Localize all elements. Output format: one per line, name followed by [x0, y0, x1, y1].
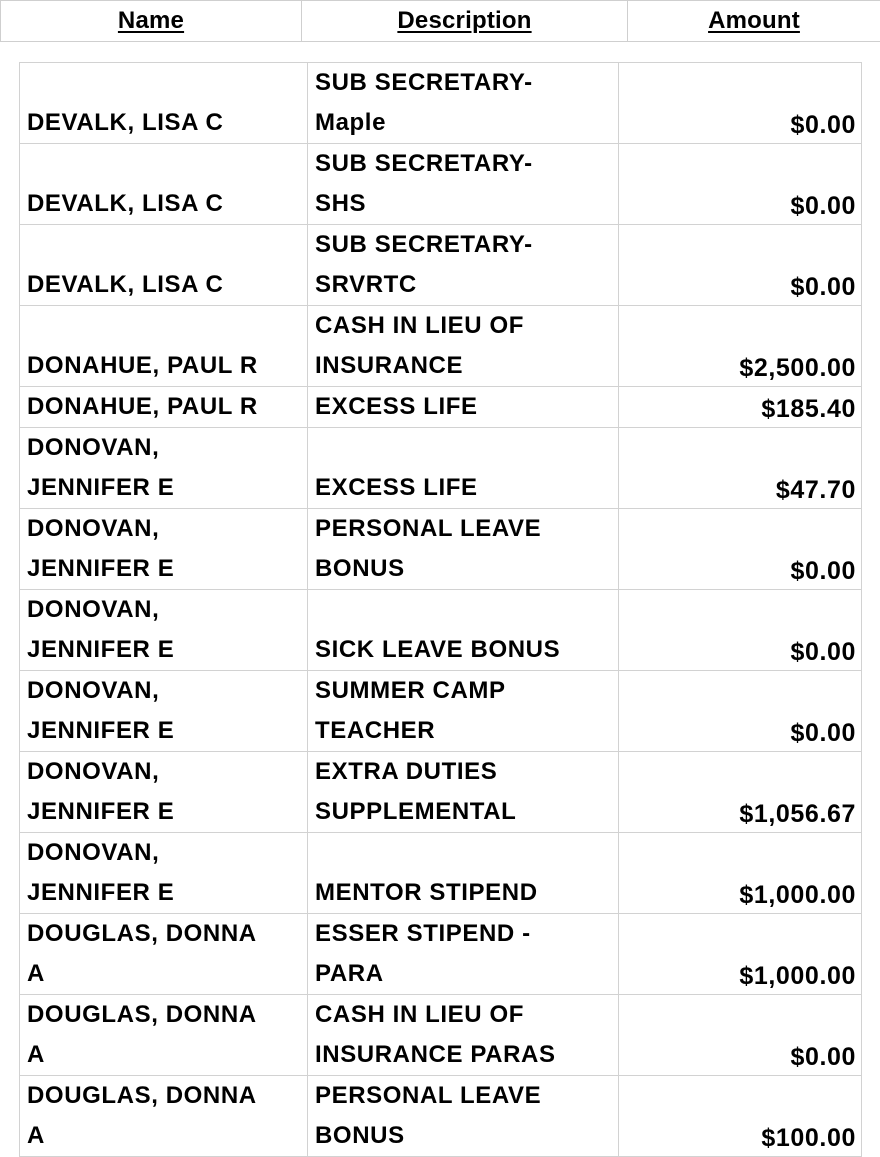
- description-cell: EXTRA DUTIES SUPPLEMENTAL: [308, 752, 619, 833]
- amount-cell: $0.00: [619, 995, 862, 1076]
- description-cell: EXCESS LIFE: [308, 428, 619, 509]
- name-cell: DONOVAN, JENNIFER E: [20, 752, 308, 833]
- amount-cell: $1,000.00: [619, 914, 862, 995]
- amount-cell: $0.00: [619, 671, 862, 752]
- amount-cell: $0.00: [619, 509, 862, 590]
- table-row: [20, 509, 862, 590]
- payments-table: [19, 62, 862, 1157]
- name-cell: DEVALK, LISA C: [20, 225, 308, 306]
- header-amount: Amount: [708, 7, 800, 34]
- name-cell: DONOVAN, JENNIFER E: [20, 833, 308, 914]
- description-cell: CASH IN LIEU OF INSURANCE: [308, 306, 619, 387]
- header-row: [1, 1, 880, 42]
- header-name: Name: [118, 7, 184, 34]
- amount-cell: $1,000.00: [619, 833, 862, 914]
- table-row: [20, 225, 862, 306]
- name-cell: DONOVAN, JENNIFER E: [20, 509, 308, 590]
- description-cell: MENTOR STIPEND: [308, 833, 619, 914]
- description-cell: EXCESS LIFE: [308, 387, 619, 428]
- table-row: [20, 590, 862, 671]
- amount-cell: $0.00: [619, 225, 862, 306]
- name-cell: DONAHUE, PAUL R: [20, 306, 308, 387]
- header-cell-description: [302, 1, 628, 42]
- table-row: [20, 752, 862, 833]
- amount-cell: $0.00: [619, 63, 862, 144]
- description-cell: ESSER STIPEND - PARA: [308, 914, 619, 995]
- description-cell: SUMMER CAMP TEACHER: [308, 671, 619, 752]
- amount-cell: $0.00: [619, 144, 862, 225]
- table-row: [20, 63, 862, 144]
- header-cell-name: [1, 1, 302, 42]
- description-cell: PERSONAL LEAVE BONUS: [308, 1076, 619, 1157]
- table-row: [20, 833, 862, 914]
- name-cell: DONOVAN, JENNIFER E: [20, 671, 308, 752]
- name-cell: DONOVAN, JENNIFER E: [20, 590, 308, 671]
- table-row: [20, 306, 862, 387]
- table-row: [20, 387, 862, 428]
- name-cell: DOUGLAS, DONNA A: [20, 914, 308, 995]
- amount-cell: $1,056.67: [619, 752, 862, 833]
- table-row: [20, 671, 862, 752]
- name-cell: DOUGLAS, DONNA A: [20, 995, 308, 1076]
- description-cell: SUB SECRETARY- Maple: [308, 63, 619, 144]
- description-cell: SUB SECRETARY- SHS: [308, 144, 619, 225]
- amount-cell: $0.00: [619, 590, 862, 671]
- description-cell: PERSONAL LEAVE BONUS: [308, 509, 619, 590]
- header-description: Description: [397, 7, 531, 34]
- amount-cell: $2,500.00: [619, 306, 862, 387]
- amount-cell: $185.40: [619, 387, 862, 428]
- description-cell: CASH IN LIEU OF INSURANCE PARAS: [308, 995, 619, 1076]
- name-cell: DONOVAN, JENNIFER E: [20, 428, 308, 509]
- description-cell: SICK LEAVE BONUS: [308, 590, 619, 671]
- amount-cell: $100.00: [619, 1076, 862, 1157]
- name-cell: DEVALK, LISA C: [20, 63, 308, 144]
- name-cell: DOUGLAS, DONNA A: [20, 1076, 308, 1157]
- description-cell: SUB SECRETARY- SRVRTC: [308, 225, 619, 306]
- name-cell: DONAHUE, PAUL R: [20, 387, 308, 428]
- column-header-table: [0, 0, 880, 42]
- table-row: [20, 144, 862, 225]
- table-row: [20, 995, 862, 1076]
- table-row: [20, 428, 862, 509]
- table-row: [20, 1076, 862, 1157]
- amount-cell: $47.70: [619, 428, 862, 509]
- name-cell: DEVALK, LISA C: [20, 144, 308, 225]
- table-row: [20, 914, 862, 995]
- header-cell-amount: [628, 1, 880, 42]
